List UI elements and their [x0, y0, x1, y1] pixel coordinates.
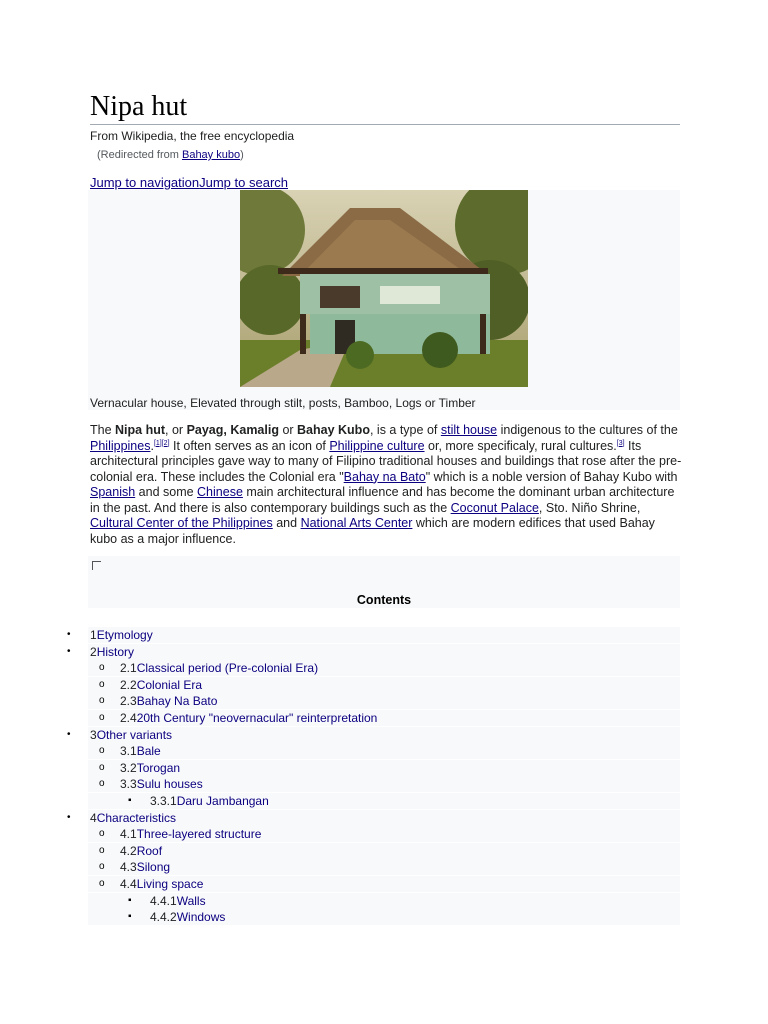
toc-item-4[interactable] — [90, 810, 176, 826]
toc-item-4-3[interactable] — [120, 859, 170, 875]
toc-item-label: Daru Jambangan — [176, 794, 269, 808]
citation-3[interactable]: [3] — [616, 439, 625, 447]
toc-row-background — [88, 859, 680, 875]
toc-item-label: Characteristics — [96, 810, 177, 825]
toc-item-4-1[interactable] — [120, 826, 261, 842]
toc-item-number: 2.4 — [120, 711, 137, 725]
intro-text: and — [272, 516, 301, 530]
toc-bullet: o — [99, 678, 105, 690]
toc-row-background — [88, 843, 680, 859]
intro-text: which are modern edifices that used Bahay kubo as a major influence. — [90, 516, 655, 546]
citation-1-2[interactable]: [1][2] — [153, 439, 170, 447]
toc-item-4-4-1[interactable] — [150, 893, 206, 909]
intro-text: Its architectural principles gave way to many of Filipino traditional houses and buildings that rose after the pre-colonial era. These includes the Colonial era " — [90, 438, 682, 484]
toc-item-3[interactable] — [90, 727, 172, 743]
bold-term-bahay-kubo: Bahay Kubo — [297, 423, 370, 437]
toc-box — [88, 556, 680, 608]
link-coconut-palace[interactable]: Coconut Palace — [450, 500, 539, 515]
toc-item-number: 3.3.1 — [150, 794, 177, 808]
toc-item-label: Walls — [176, 893, 206, 908]
bold-term-payag: Payag, Kamalig — [186, 423, 279, 437]
toc-bullet: o — [99, 712, 105, 723]
link-chinese[interactable]: Chinese — [197, 485, 243, 499]
intro-text: main architectural influence and has become the dominant urban architecture in the past. And there is also contemporary buildings such as the — [90, 485, 675, 515]
toc-item-label: Bale — [136, 744, 161, 759]
intro-text: or — [278, 423, 298, 437]
redirect-notice — [97, 149, 244, 161]
toc-bullet: • — [67, 645, 71, 657]
toc-row-background — [88, 727, 680, 743]
toc-bullet: • — [67, 811, 71, 823]
toc-item-label: Bahay Na Bato — [136, 694, 218, 709]
toc-item-number: 4.4.1 — [150, 893, 177, 908]
toc-item-3-3-1[interactable] — [150, 793, 269, 809]
toc-item-label: Silong — [136, 860, 171, 875]
toc-item-number: 4.1 — [120, 827, 137, 842]
toc-bullet: • — [67, 629, 71, 640]
link-spanish[interactable]: Spanish — [90, 485, 136, 499]
toc-item-number: 1 — [90, 628, 97, 642]
toc-bullet: o — [99, 695, 105, 707]
toc-item-3-2[interactable] — [120, 760, 180, 776]
toc-item-number: 4.2 — [120, 843, 137, 858]
toc-bullet: • — [67, 728, 71, 740]
page-title: Nipa hut — [90, 90, 680, 125]
toc-bullet: o — [99, 878, 105, 889]
infobox-caption: Vernacular house, Elevated through stilt, posts, Bamboo, Logs or Timber — [90, 396, 476, 410]
toc-item-2-4[interactable] — [120, 710, 377, 726]
toc-bullet: o — [99, 745, 105, 757]
intro-text: , is a type of — [369, 423, 441, 437]
jump-to-search-link[interactable]: Jump to search — [199, 175, 288, 190]
toc-bullet: ▪ — [128, 795, 132, 806]
intro-text: It often serves as an icon of — [169, 438, 330, 453]
redirect-link[interactable]: Bahay kubo — [181, 149, 241, 161]
toc-bullet: o — [99, 662, 105, 674]
toc-item-number: 4.4 — [120, 877, 137, 891]
toc-item-number: 3.2 — [120, 760, 137, 775]
toc-item-number: 4.3 — [120, 860, 137, 875]
toc-bullet: ▪ — [128, 894, 132, 906]
link-philippines[interactable]: Philippines — [90, 438, 151, 453]
toc-item-3-1[interactable] — [120, 743, 161, 759]
link-stilt-house[interactable]: stilt house — [440, 423, 498, 437]
toc-item-2-2[interactable] — [120, 677, 202, 693]
toc-item-2[interactable] — [90, 644, 134, 660]
nipa-hut-photo[interactable] — [240, 190, 528, 387]
toc-item-label: Three-layered structure — [136, 827, 262, 842]
toc-item-3-3[interactable] — [120, 776, 203, 792]
toc-row-background — [88, 743, 680, 759]
toc-row-background — [88, 644, 680, 660]
jump-links — [90, 175, 288, 190]
intro-text: indigenous to the cultures of the — [497, 423, 678, 437]
toc-bullet: ▪ — [128, 911, 132, 923]
toc-item-label: Classical period (Pre-colonial Era) — [136, 661, 319, 676]
toc-item-number: 2.2 — [120, 677, 137, 692]
toc-item-4-2[interactable] — [120, 843, 162, 859]
intro-paragraph: The Nipa hut, or Payag, Kamalig or Bahay Kubo, is a type of stilt house indigenous to the cultures of the Philippines.[1][2] It often serves as an icon of Philippine culture or, more specificaly, rural cultures.[3] Its architectural principles gave way to many of Filipino traditional houses and buildings that rose after the pre-colonial era. These includes the Colonial era "Bahay na Bato" which is a noble version of Bahay Kubo with Spanish and some Chinese main architectural influence and has become the dominant urban architecture in the past. And there is also contemporary buildings such as the Coconut Palace, Sto. Niño Shrine, Cultural Center of the Philippines and National Arts Center which are modern edifices that used Bahay kubo as a major influence. — [90, 423, 682, 546]
toc-item-label: Torogan — [136, 760, 181, 775]
link-philippine-culture[interactable]: Philippine culture — [329, 438, 425, 453]
link-cultural-center[interactable]: Cultural Center of the Philippines — [90, 516, 273, 530]
toc-bullet: o — [99, 844, 105, 856]
intro-text: , or — [165, 423, 187, 437]
redirect-suffix: ) — [240, 149, 244, 161]
intro-text: or, more specificaly, rural cultures. — [424, 438, 617, 453]
toc-toggle-checkbox[interactable] — [92, 561, 101, 570]
toc-item-number: 2.3 — [120, 694, 137, 709]
toc-item-number: 4.4.2 — [150, 910, 177, 925]
toc-row-background — [88, 627, 680, 643]
toc-item-label: Other variants — [96, 727, 173, 742]
toc-item-2-3[interactable] — [120, 693, 217, 709]
intro-text: " which is a noble version of Bahay Kubo with — [425, 469, 678, 484]
toc-item-label: 20th Century "neovernacular" reinterpretation — [136, 711, 378, 725]
toc-item-label: Etymology — [96, 628, 153, 642]
toc-title: Contents — [356, 593, 412, 607]
site-tagline: From Wikipedia, the free encyclopedia — [90, 129, 295, 143]
toc-item-2-1[interactable] — [120, 660, 318, 676]
link-national-arts-center[interactable]: National Arts Center — [300, 516, 413, 530]
toc-item-label: Living space — [136, 877, 204, 891]
link-bahay-na-bato[interactable]: Bahay na Bato — [343, 469, 426, 484]
toc-bullet: o — [99, 861, 105, 873]
nipa-hut-illustration — [240, 190, 528, 387]
bold-term-nipa-hut: Nipa hut — [115, 423, 166, 437]
redirect-prefix: (Redirected from — [97, 149, 182, 161]
toc-item-label: Roof — [136, 843, 163, 858]
infobox — [88, 190, 680, 410]
toc-item-number: 3.1 — [120, 744, 137, 759]
toc-item-number: 3.3 — [120, 777, 137, 792]
toc-item-number: 2 — [90, 644, 97, 659]
toc-item-number: 3 — [90, 727, 97, 742]
intro-text: and some — [135, 485, 198, 499]
toc-item-4-4[interactable] — [120, 876, 203, 892]
toc-item-label: Sulu houses — [136, 777, 203, 792]
toc-bullet: o — [99, 778, 105, 790]
toc-item-1[interactable] — [90, 627, 153, 643]
toc-row-background — [88, 810, 680, 826]
toc-bullet: o — [99, 828, 105, 840]
toc-bullet: o — [99, 761, 105, 773]
jump-to-navigation-link[interactable]: Jump to navigation — [90, 175, 200, 190]
toc-item-label: History — [96, 644, 135, 659]
toc-item-label: Windows — [176, 910, 226, 925]
toc-item-label: Colonial Era — [136, 677, 203, 692]
toc-item-number: 4 — [90, 810, 97, 825]
intro-text: The — [90, 423, 116, 437]
toc-item-number: 2.1 — [120, 661, 137, 676]
toc-item-4-4-2[interactable] — [150, 909, 225, 925]
intro-text: , Sto. Niño Shrine, — [538, 500, 641, 515]
